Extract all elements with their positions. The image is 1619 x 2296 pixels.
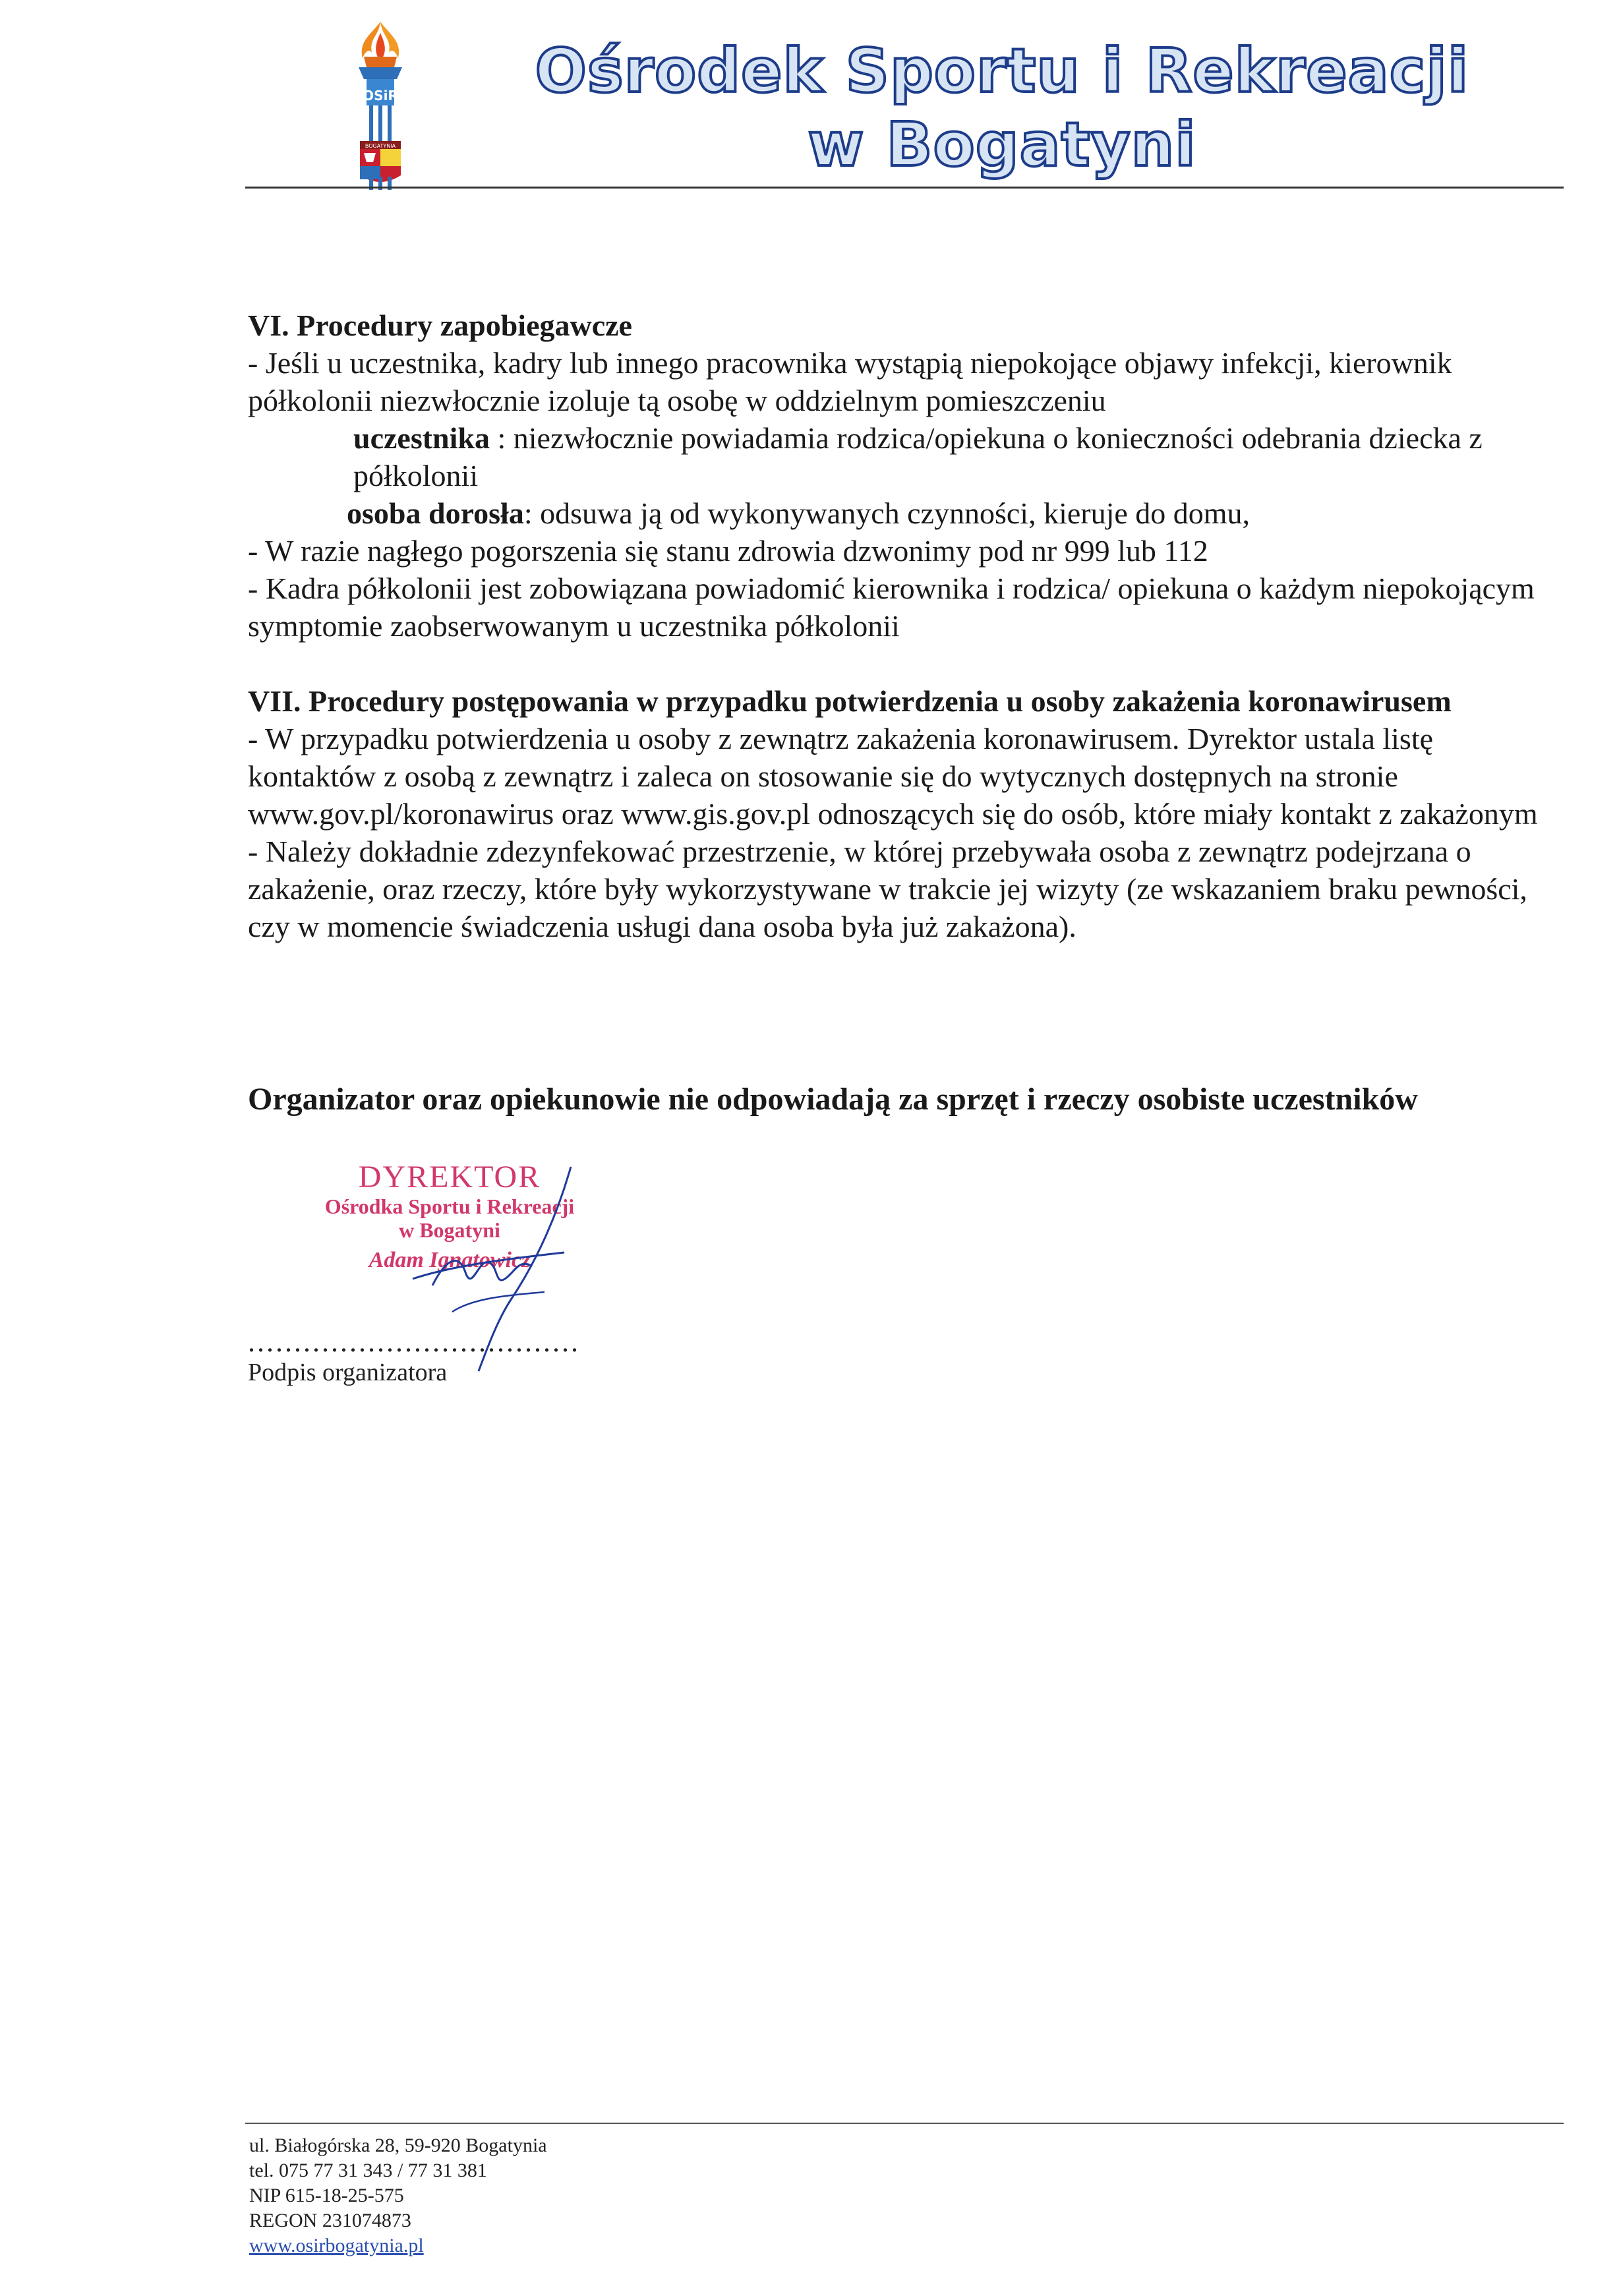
stamp-title: DYREKTOR bbox=[358, 1160, 541, 1194]
footer-divider bbox=[245, 2123, 1564, 2124]
section6-adult-paragraph bbox=[248, 494, 1560, 532]
svg-text:OSiR: OSiR bbox=[363, 88, 398, 103]
organization-title bbox=[455, 34, 1549, 182]
section6-isolation-paragraph: - Jeśli u uczestnika, kadry lub innego pracownika wystąpią niepokojące objawy infekcji, kierownik półkolonii niezwłocznie izoluje tą osobę w oddzielnym pomieszczeniu bbox=[248, 346, 1452, 417]
section6-emergency-paragraph: - W razie nagłego pogorszenia się stanu zdrowia dzwonimy pod nr 999 lub 112 bbox=[248, 534, 1208, 568]
footer-phone: tel. 075 77 31 343 / 77 31 381 bbox=[249, 2160, 487, 2181]
section6-heading: VI. Procedury zapobiegawcze bbox=[248, 309, 632, 342]
organization-title-line1: Ośrodek Sportu i Rekreacji bbox=[535, 36, 1469, 106]
stamp-name: Adam Ignatowicz bbox=[368, 1248, 531, 1272]
osir-logo bbox=[344, 18, 417, 191]
organization-title-line2: w Bogatyni bbox=[808, 109, 1196, 180]
svg-text:BOGATYNIA: BOGATYNIA bbox=[365, 143, 396, 149]
closing-statement: Organizator oraz opiekunowie nie odpowiadają za sprzęt i rzeczy osobiste uczestników bbox=[248, 1082, 1418, 1117]
header-divider bbox=[245, 187, 1564, 189]
footer-website-link[interactable]: www.osirbogatynia.pl bbox=[249, 2235, 424, 2256]
adult-text: : odsuwa ją od wykonywanych czynności, kieruje do domu, bbox=[523, 496, 1251, 530]
torch-logo-icon bbox=[344, 18, 417, 191]
signature-label: Podpis organizatora bbox=[248, 1359, 448, 1386]
section6-participant-paragraph bbox=[248, 419, 1560, 494]
adult-label: osoba dorosła bbox=[347, 496, 524, 530]
section7-heading: VII. Procedury postępowania w przypadku potwierdzenia u osoby zakażenia koronawirusem bbox=[248, 684, 1452, 718]
participant-text: : niezwłocznie powiadamia rodzica/opiekuna o konieczności odebrania dziecka z półkolonii bbox=[353, 421, 1483, 492]
footer-regon: REGON 231074873 bbox=[249, 2210, 411, 2231]
participant-label: uczestnika bbox=[353, 421, 490, 455]
signature-block bbox=[248, 1160, 643, 1411]
section7-contacts-paragraph: - W przypadku potwierdzenia u osoby z zewnątrz zakażenia koronawirusem. Dyrektor ustala listę kontaktów z osobą z zewnątrz i zaleca on stosowanie się do wytycznych dostępnych na stronie www.gov.pl/koronawirus oraz www.gis.gov.pl odnoszących się do osób, które miały kontakt z zakażonym bbox=[248, 722, 1538, 831]
stamp-organization: Ośrodka Sportu i Rekreacji bbox=[324, 1194, 575, 1218]
footer-contact bbox=[249, 2133, 547, 2258]
section7-disinfection-paragraph: - Należy dokładnie zdezynfekować przestrzenie, w której przebywała osoba z zewnątrz podejrzana o zakażenie, oraz rzeczy, które były wykorzystywane w trakcie jej wizyty (ze wskazaniem braku pewności, czy w momencie świadczenia usługi dana osoba była już zakażona). bbox=[248, 835, 1527, 943]
signature-line: .................................... bbox=[248, 1326, 580, 1358]
footer-address: ul. Białogórska 28, 59-920 Bogatynia bbox=[249, 2134, 547, 2156]
section6-staff-paragraph: - Kadra półkolonii jest zobowiązana powiadomić kierownika i rodzica/ opiekuna o każdym niepokojącym symptomie zaobserwowanym u uczestnika półkolonii bbox=[248, 572, 1535, 643]
footer-nip: NIP 615-18-25-575 bbox=[249, 2185, 404, 2206]
document-body bbox=[248, 307, 1560, 945]
stamp-location: w Bogatyni bbox=[399, 1218, 500, 1242]
